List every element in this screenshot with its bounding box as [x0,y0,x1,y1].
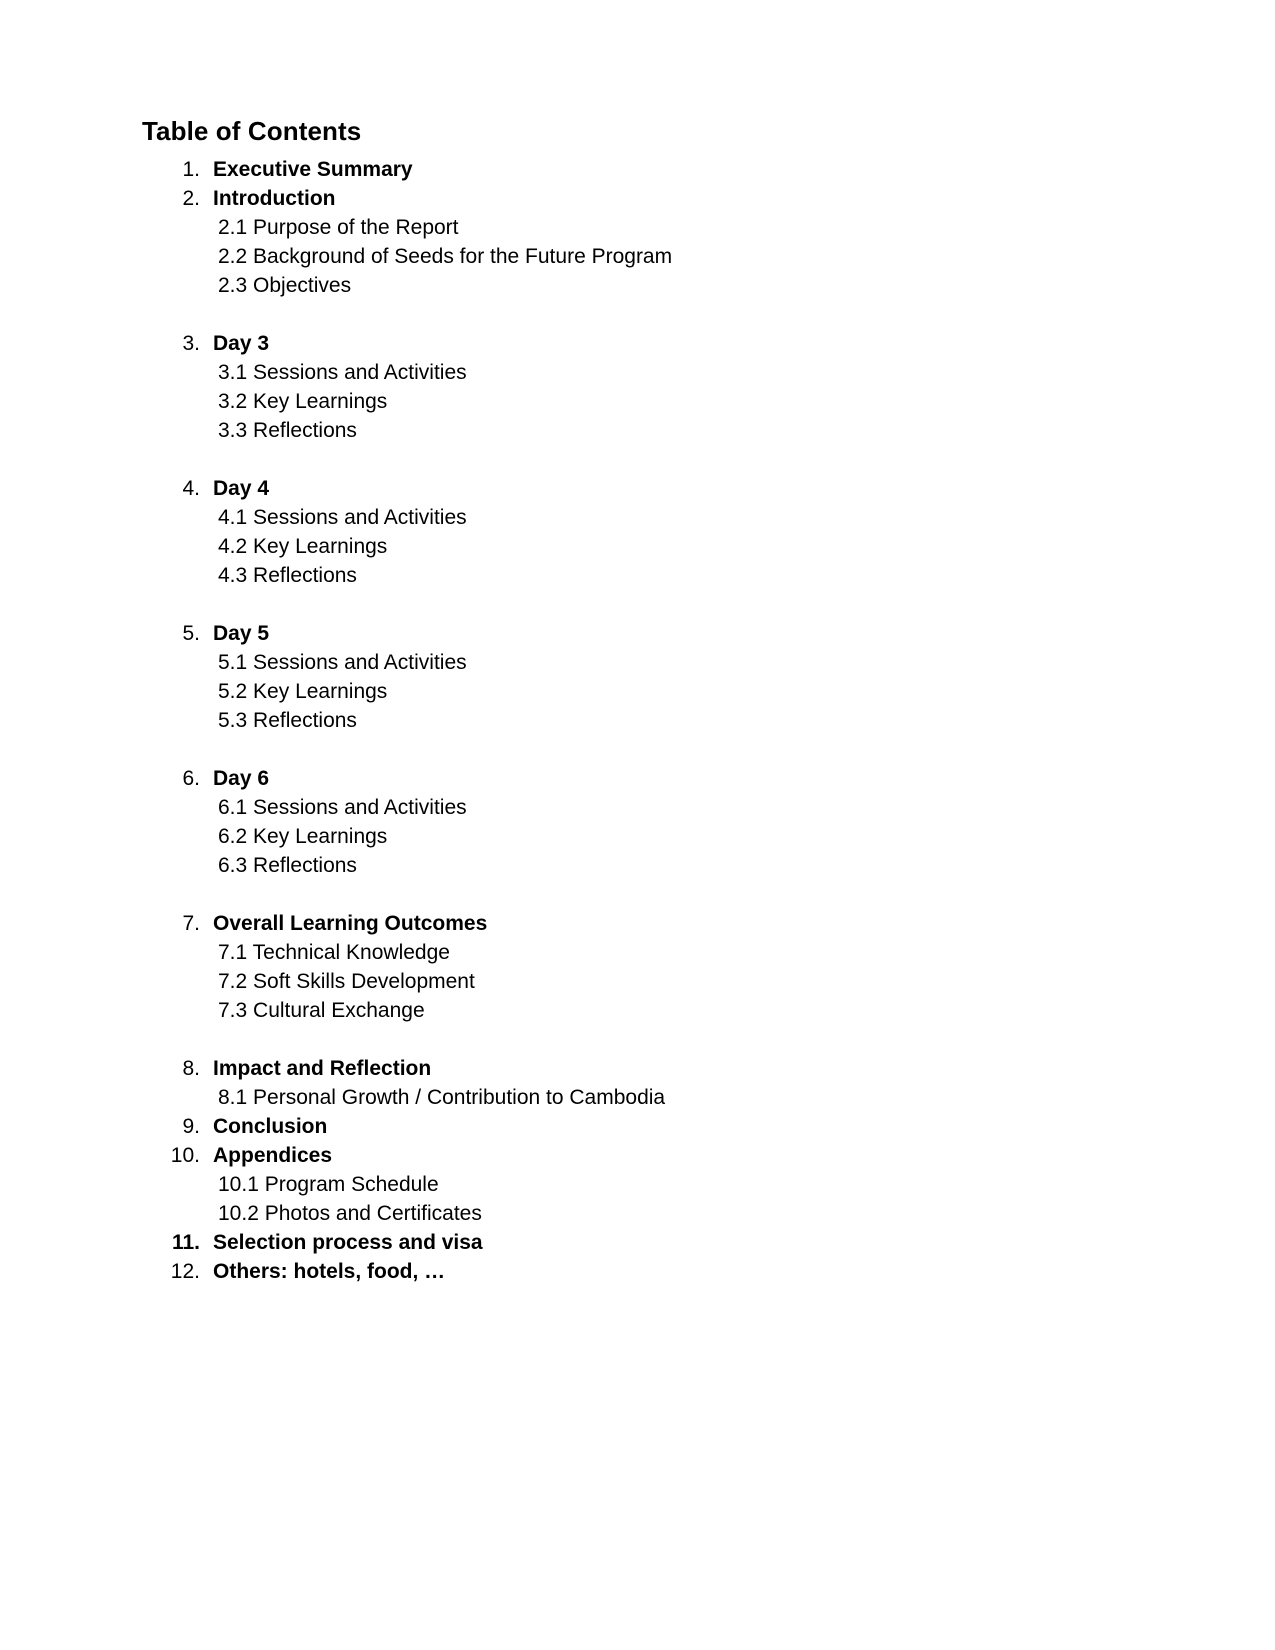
toc-subentry-number: 5.3 [218,709,248,732]
toc-subentry-label: Program Schedule [264,1173,439,1196]
toc-subentry[interactable] [142,213,1142,242]
toc-subentry[interactable] [142,706,1142,735]
toc-entry-label: Day 3 [213,332,270,355]
toc-entry-number: 10. [170,1144,200,1167]
toc-subentry-label: Reflections [253,709,357,732]
toc-section [142,619,1142,735]
toc-subentry-label: Cultural Exchange [253,999,425,1022]
toc-subentry-number: 4.3 [218,564,248,587]
toc-section [142,1112,1142,1141]
toc-entry-number: 5. [182,622,200,645]
toc-entry-number: 7. [182,912,200,935]
toc-subentry-number: 3.1 [218,361,248,384]
toc-subentry-label: Objectives [253,274,352,297]
toc-subentry[interactable] [142,967,1142,996]
toc-subentry-label: Key Learnings [253,390,388,413]
toc-entry[interactable] [142,1112,1142,1141]
toc-subentry-label: Reflections [253,419,357,442]
toc-subentry-label: Photos and Certificates [264,1202,482,1225]
toc-subentry[interactable] [142,503,1142,532]
toc-subentry-number: 4.2 [218,535,248,558]
toc-entry[interactable] [142,329,1142,358]
toc-subentry[interactable] [142,1199,1142,1228]
toc-entry-number: 9. [182,1115,200,1138]
toc-entry[interactable] [142,1054,1142,1083]
toc-entry-label: Overall Learning Outcomes [213,912,488,935]
toc-subentry-label: Soft Skills Development [253,970,475,993]
toc-subentry-label: Key Learnings [253,680,388,703]
toc-entry[interactable] [142,474,1142,503]
toc-subentry-label: Key Learnings [253,825,388,848]
toc-subentry-number: 4.1 [218,506,248,529]
toc-entry[interactable] [142,1141,1142,1170]
toc-subentry-number: 10.2 [218,1202,259,1225]
toc-subentry-number: 2.3 [218,274,248,297]
toc-subentry-number: 2.2 [218,245,248,268]
toc-entry-label: Appendices [213,1144,333,1167]
toc-subentry[interactable] [142,1170,1142,1199]
toc-entry-label: Introduction [213,187,336,210]
toc-entry[interactable] [142,1228,1142,1257]
toc-section [142,474,1142,590]
toc-entry[interactable] [142,909,1142,938]
toc-entry-label: Day 6 [213,767,270,790]
toc-section [142,1257,1142,1286]
toc-subentry[interactable] [142,416,1142,445]
toc-subentry-label: Background of Seeds for the Future Program [253,245,673,268]
toc-entry-label: Day 4 [213,477,270,500]
toc-entry-number: 4. [182,477,200,500]
toc-subentry-number: 6.1 [218,796,248,819]
toc-subentry-label: Sessions and Activities [253,796,467,819]
toc-subentry-label: Reflections [253,854,357,877]
toc-section [142,1141,1142,1228]
toc-subentry[interactable] [142,793,1142,822]
toc-section [142,909,1142,1025]
toc-section [142,184,1142,300]
toc-subentry-label: Purpose of the Report [253,216,459,239]
toc-subentry-label: Technical Knowledge [252,941,450,964]
toc-subentry[interactable] [142,996,1142,1025]
toc-section [142,764,1142,880]
toc-section [142,329,1142,445]
toc-subentry-number: 6.3 [218,854,248,877]
toc-entry[interactable] [142,184,1142,213]
table-of-contents-list [142,155,1142,1286]
toc-subentry-label: Key Learnings [253,535,388,558]
toc-subentry-label: Reflections [253,564,357,587]
toc-subentry[interactable] [142,1083,1142,1112]
toc-entry[interactable] [142,619,1142,648]
toc-subentry[interactable] [142,271,1142,300]
toc-entry-label: Conclusion [213,1115,328,1138]
toc-subentry-number: 7.1 [218,941,248,964]
toc-subentry-label: Sessions and Activities [253,506,467,529]
toc-subentry[interactable] [142,677,1142,706]
toc-subentry-number: 2.1 [218,216,248,239]
toc-subentry-label: Sessions and Activities [253,361,467,384]
toc-subentry-number: 3.2 [218,390,248,413]
toc-subentry[interactable] [142,358,1142,387]
toc-entry-number: 8. [182,1057,200,1080]
toc-entry-number: 12. [170,1260,200,1283]
toc-entry[interactable] [142,155,1142,184]
toc-subentry-label: Personal Growth / Contribution to Cambodia [253,1086,666,1109]
toc-section [142,1054,1142,1112]
toc-subentry-number: 8.1 [218,1086,248,1109]
toc-subentry-number: 5.2 [218,680,248,703]
toc-subentry[interactable] [142,532,1142,561]
toc-subentry[interactable] [142,648,1142,677]
toc-subentry[interactable] [142,938,1142,967]
toc-subentry[interactable] [142,822,1142,851]
toc-entry[interactable] [142,1257,1142,1286]
toc-subentry-number: 6.2 [218,825,248,848]
toc-entry-number: 2. [182,187,200,210]
toc-subentry[interactable] [142,242,1142,271]
toc-subentry-number: 3.3 [218,419,248,442]
toc-entry-number: 1. [182,158,200,181]
toc-entry[interactable] [142,764,1142,793]
toc-subentry-number: 5.1 [218,651,248,674]
toc-subentry-number: 7.3 [218,999,248,1022]
toc-section [142,155,1142,184]
toc-entry-number: 3. [182,332,200,355]
toc-subentry-number: 7.2 [218,970,248,993]
toc-subentry-label: Sessions and Activities [253,651,467,674]
toc-entry-label: Selection process and visa [213,1231,483,1254]
toc-entry-label: Executive Summary [213,158,413,181]
toc-entry-label: Impact and Reflection [213,1057,432,1080]
page-title: Table of Contents [142,116,362,147]
toc-entry-label: Day 5 [213,622,270,645]
toc-entry-number: 11. [171,1231,200,1254]
toc-section [142,1228,1142,1257]
toc-entry-label: Others: hotels, food, … [213,1260,446,1283]
toc-subentry-number: 10.1 [218,1173,259,1196]
toc-subentry[interactable] [142,851,1142,880]
toc-subentry[interactable] [142,561,1142,590]
toc-entry-number: 6. [182,767,200,790]
toc-subentry[interactable] [142,387,1142,416]
